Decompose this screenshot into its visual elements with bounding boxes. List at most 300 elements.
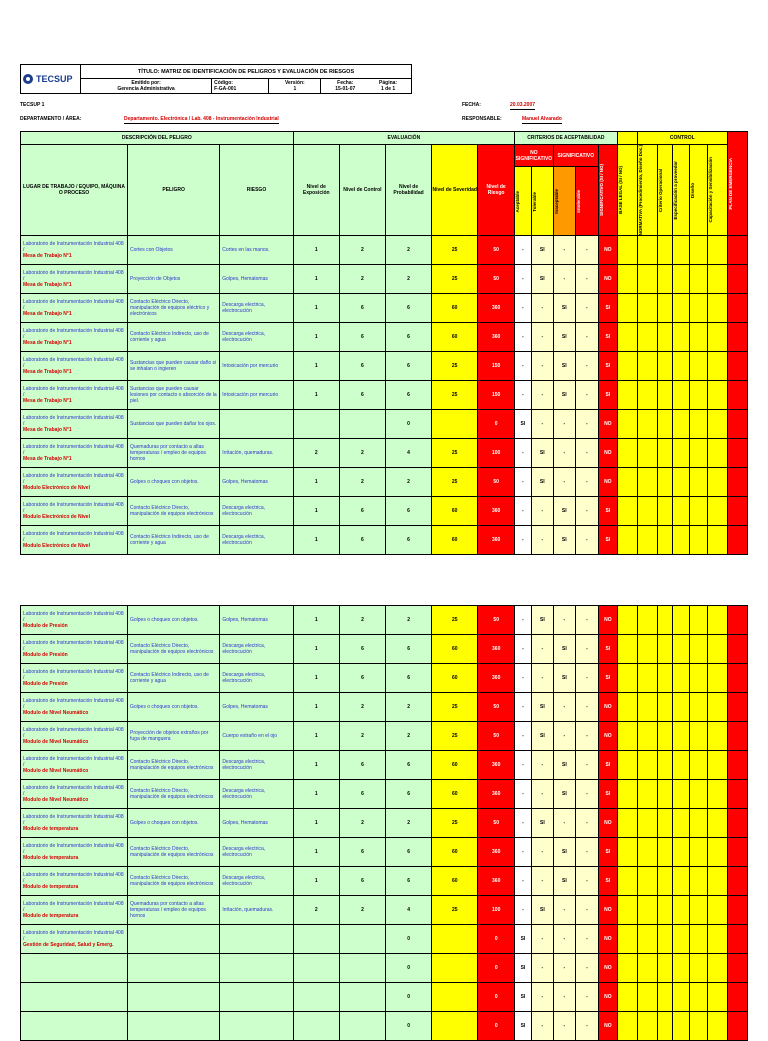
cell-lugar	[21, 722, 128, 751]
fecha-value: 15-01-07	[335, 86, 356, 92]
col-capacitacion: Capacitación y Sensibilización	[707, 145, 727, 236]
cell-tolerable: -	[531, 751, 553, 780]
cell-inaceptable: -	[553, 983, 575, 1012]
cell-especificacion	[673, 352, 690, 381]
cell-probabilidad: 4	[386, 896, 432, 925]
col-control-nivel: Nivel de Control	[339, 145, 385, 236]
cell-severidad: 25	[432, 439, 478, 468]
equipo-text: Mesa de Trabajo N°1	[23, 311, 72, 318]
cell-nivel-riesgo: 50	[478, 809, 515, 838]
cell-peligro: Contacto Eléctrico Indirecto, uso de corriente y agua	[128, 664, 220, 693]
table-row	[21, 323, 748, 352]
cell-aceptable: -	[515, 693, 532, 722]
cell-significativo: NO	[598, 896, 617, 925]
table-row	[21, 497, 748, 526]
fecha-cell	[321, 79, 412, 94]
cell-peligro: Quemaduras por contacto a altas temperaturas / empleo de equipos hornos	[127, 439, 219, 468]
cell-control: 2	[339, 693, 385, 722]
cell-criterio-operacional	[657, 1012, 673, 1041]
cell-peligro: Contacto Eléctrico Directo, manipulación de equipos electrónicos	[128, 751, 220, 780]
cell-tolerable: -	[531, 635, 553, 664]
cell-lugar	[21, 664, 128, 693]
cell-criterio-operacional	[657, 294, 673, 323]
document-header	[20, 64, 412, 94]
cell-exposicion: 1	[293, 381, 339, 410]
cell-base-legal	[617, 751, 637, 780]
lugar-text: Laboratorio de Instrumentación Industrial 408 /	[23, 698, 124, 710]
cell-base-legal	[617, 635, 637, 664]
cell-peligro: Contacto Eléctrico Directo, manipulación de equipos electrónicos	[128, 635, 220, 664]
cell-exposicion: 1	[293, 751, 339, 780]
cell-capacitacion	[708, 635, 728, 664]
equipo-text: Modulo de Presión	[23, 623, 68, 629]
table-row	[21, 294, 748, 323]
cell-criterio-operacional	[657, 722, 673, 751]
cell-tolerable: -	[531, 410, 553, 439]
cell-severidad: 60	[432, 323, 478, 352]
cell-nivel-riesgo: 150	[478, 352, 515, 381]
equipo-text: Modulo de temperatura	[23, 855, 79, 861]
cell-aceptable: -	[515, 751, 532, 780]
equipo-text: Modulo Electrónico de Nivel	[23, 514, 90, 521]
cell-exposicion: 1	[293, 838, 339, 867]
cell-nivel-riesgo: 50	[478, 606, 515, 635]
responsable-value: Manuel Alvarado	[522, 116, 562, 122]
cell-inaceptable: -	[553, 236, 575, 265]
cell-probabilidad: 6	[385, 294, 431, 323]
cell-probabilidad: 6	[385, 497, 431, 526]
col-significativo-group: SIGNIFICATIVO	[553, 145, 598, 167]
cell-capacitacion	[708, 664, 728, 693]
cell-control: 2	[339, 809, 385, 838]
cell-criterio-operacional	[657, 606, 673, 635]
cell-riesgo: Golpes, Hematomas	[220, 468, 293, 497]
cell-diseno	[690, 954, 708, 983]
cell-base-legal	[617, 439, 637, 468]
cell-base-legal	[617, 468, 637, 497]
cell-intolerable: -	[575, 468, 598, 497]
col-riesgo: RIESGO	[220, 145, 293, 236]
cell-plan-emergencia	[727, 780, 747, 809]
cell-control	[339, 925, 385, 954]
cell-peligro: Contacto Eléctrico Directo, manipulación de equipos electrónicos	[128, 867, 220, 896]
equipo-text: Mesa de Trabajo N°1	[23, 369, 72, 376]
cell-control: 2	[339, 468, 385, 497]
lugar-text: Laboratorio de Instrumentación Industrial 408 /	[23, 357, 124, 370]
cell-control: 6	[339, 664, 385, 693]
cell-tolerable: SI	[531, 896, 553, 925]
cell-control: 6	[339, 780, 385, 809]
cell-aceptable: -	[514, 294, 531, 323]
cell-severidad: 60	[432, 294, 478, 323]
cell-aceptable: -	[514, 236, 531, 265]
cell-nivel-riesgo: 360	[478, 635, 515, 664]
lugar-text: Laboratorio de Instrumentación Industrial 408 /	[23, 328, 124, 341]
cell-exposicion: 1	[293, 294, 339, 323]
cell-intolerable: -	[575, 236, 598, 265]
cell-normativa	[637, 983, 657, 1012]
cell-riesgo: Intoxicación por mercurio	[220, 352, 293, 381]
cell-intolerable: -	[575, 606, 598, 635]
risk-matrix-table	[20, 131, 748, 555]
equipo-text: Modulo de Nivel Neumático	[23, 797, 89, 803]
cell-criterio-operacional	[657, 838, 673, 867]
cell-intolerable: -	[575, 867, 598, 896]
cell-capacitacion	[707, 410, 727, 439]
cell-exposicion: 1	[293, 664, 339, 693]
cell-capacitacion	[708, 809, 728, 838]
cell-severidad	[432, 1012, 478, 1041]
fecha-label: Fecha:	[337, 80, 354, 86]
cell-base-legal	[617, 236, 637, 265]
cell-normativa	[637, 294, 657, 323]
cell-base-legal	[617, 352, 637, 381]
cell-diseno	[690, 497, 708, 526]
cell-nivel-riesgo: 360	[478, 323, 515, 352]
cell-normativa	[637, 526, 657, 555]
cell-lugar	[21, 381, 128, 410]
cell-inaceptable: -	[553, 693, 575, 722]
cell-capacitacion	[708, 751, 728, 780]
cell-control: 2	[339, 236, 385, 265]
equipo-text: Modulo de temperatura	[23, 884, 79, 890]
table-row	[21, 381, 748, 410]
cell-especificacion	[673, 236, 690, 265]
cell-severidad: 60	[432, 751, 478, 780]
cell-plan-emergencia	[727, 468, 747, 497]
cell-probabilidad: 0	[386, 925, 432, 954]
table-row	[21, 751, 748, 780]
cell-control: 6	[339, 497, 385, 526]
cell-plan-emergencia	[727, 896, 747, 925]
cell-intolerable: -	[575, 381, 598, 410]
cell-lugar	[21, 606, 128, 635]
cell-exposicion: 1	[293, 722, 339, 751]
cell-control: 2	[339, 896, 385, 925]
cell-capacitacion	[708, 867, 728, 896]
cell-control: 6	[339, 751, 385, 780]
cell-intolerable: -	[575, 323, 598, 352]
table-row	[21, 925, 748, 954]
table-row	[21, 1012, 748, 1041]
table-row	[21, 265, 748, 294]
cell-aceptable: SI	[515, 1012, 532, 1041]
cell-criterio-operacional	[657, 468, 673, 497]
cell-especificacion	[673, 722, 690, 751]
cell-significativo: NO	[598, 954, 617, 983]
cell-severidad: 25	[432, 352, 478, 381]
cell-diseno	[690, 722, 708, 751]
cell-tolerable: -	[531, 526, 553, 555]
cell-plan-emergencia	[727, 294, 747, 323]
cell-base-legal	[617, 954, 637, 983]
cell-significativo: NO	[598, 925, 617, 954]
cell-criterio-operacional	[657, 809, 673, 838]
table-row	[21, 983, 748, 1012]
lugar-text: Laboratorio de Instrumentación Industrial 408 /	[23, 473, 124, 486]
cell-especificacion	[673, 925, 690, 954]
cell-aceptable: SI	[514, 410, 531, 439]
cell-riesgo: Irritación, quemaduras.	[220, 896, 293, 925]
cell-nivel-riesgo: 0	[478, 954, 515, 983]
cell-inaceptable: -	[553, 468, 575, 497]
cell-lugar	[21, 294, 128, 323]
cell-intolerable: -	[575, 1012, 598, 1041]
cell-exposicion: 2	[293, 896, 339, 925]
cell-plan-emergencia	[727, 381, 747, 410]
cell-aceptable: SI	[515, 925, 532, 954]
pagina-label: Página:	[379, 80, 398, 86]
cell-base-legal	[617, 1012, 637, 1041]
cell-diseno	[690, 867, 708, 896]
cell-riesgo: Intoxicación por mercurio	[220, 381, 293, 410]
cell-peligro: Contacto Eléctrico Directo, manipulación de equipos electrónicos	[128, 838, 220, 867]
cell-peligro: Sustancias que pueden causar daño si se inhalan o ingieren	[127, 352, 219, 381]
cell-capacitacion	[708, 722, 728, 751]
cell-diseno	[690, 236, 708, 265]
cell-intolerable: -	[575, 925, 598, 954]
lugar-text: Laboratorio de Instrumentación Industrial 408 /	[23, 669, 124, 681]
cell-inaceptable: -	[553, 265, 575, 294]
document-title: TÍTULO: MATRIZ DE IDENTIFICACIÓN DE PELIGROS Y EVALUACIÓN DE RIESGOS	[81, 65, 412, 79]
cell-intolerable: -	[575, 722, 598, 751]
equipo-text: Modulo de temperatura	[23, 826, 79, 832]
cell-significativo: SI	[598, 838, 617, 867]
cell-probabilidad: 6	[385, 323, 431, 352]
cell-normativa	[637, 809, 657, 838]
cell-plan-emergencia	[727, 693, 747, 722]
cell-probabilidad: 4	[385, 439, 431, 468]
cell-severidad: 25	[432, 606, 478, 635]
cell-significativo: SI	[598, 294, 617, 323]
cell-severidad: 60	[432, 867, 478, 896]
cell-control	[339, 983, 385, 1012]
cell-riesgo	[220, 410, 293, 439]
cell-probabilidad: 6	[385, 526, 431, 555]
cell-capacitacion	[708, 896, 728, 925]
col-plan-emergencia: PLAN DE EMERGENCIA	[727, 132, 747, 236]
cell-exposicion	[293, 410, 339, 439]
col-peligro: PELIGRO	[127, 145, 219, 236]
cell-tolerable: -	[531, 954, 553, 983]
cell-capacitacion	[708, 1012, 728, 1041]
cell-tolerable: -	[531, 983, 553, 1012]
cell-lugar	[21, 526, 128, 555]
cell-diseno	[690, 693, 708, 722]
cell-severidad: 25	[432, 265, 478, 294]
cell-peligro: Golpes o choques con objetos.	[128, 809, 220, 838]
codigo-value: F-GA-001	[214, 86, 237, 92]
cell-peligro: Sustancias que pueden dañar los ojos.	[127, 410, 219, 439]
cell-base-legal	[617, 526, 637, 555]
cell-severidad: 60	[432, 635, 478, 664]
cell-nivel-riesgo: 50	[478, 236, 515, 265]
cell-severidad: 60	[432, 780, 478, 809]
cell-capacitacion	[707, 265, 727, 294]
cell-lugar	[21, 867, 128, 896]
cell-inaceptable: -	[553, 925, 575, 954]
pagina-value: 1 de 1	[380, 86, 396, 92]
cell-criterio-operacional	[657, 896, 673, 925]
cell-severidad: 25	[432, 381, 478, 410]
cell-lugar	[21, 497, 128, 526]
cell-criterio-operacional	[657, 439, 673, 468]
cell-base-legal	[617, 410, 637, 439]
cell-especificacion	[673, 265, 690, 294]
cell-plan-emergencia	[727, 410, 747, 439]
cell-plan-emergencia	[727, 751, 747, 780]
cell-exposicion: 1	[293, 635, 339, 664]
equipo-text: Modulo de Presión	[23, 681, 68, 687]
cell-base-legal	[617, 606, 637, 635]
cell-normativa	[637, 635, 657, 664]
cell-plan-emergencia	[727, 664, 747, 693]
cell-aceptable: -	[515, 896, 532, 925]
lugar-text: Laboratorio de Instrumentación Industrial 408 /	[23, 386, 124, 399]
cell-inaceptable: -	[553, 954, 575, 983]
cell-lugar	[21, 780, 128, 809]
cell-lugar	[21, 983, 128, 1012]
cell-tolerable: -	[531, 381, 553, 410]
col-exposicion: Nivel de Exposición	[293, 145, 339, 236]
cell-normativa	[637, 867, 657, 896]
cell-especificacion	[673, 439, 690, 468]
cell-riesgo: Descarga electrica, electrocución	[220, 635, 293, 664]
group-descripcion: DESCRIPCIÓN DEL PELIGRO	[21, 132, 294, 145]
cell-diseno	[690, 606, 708, 635]
cell-especificacion	[673, 468, 690, 497]
cell-probabilidad: 6	[386, 635, 432, 664]
equipo-text: Modulo de Nivel Neumático	[23, 768, 89, 774]
cell-plan-emergencia	[727, 352, 747, 381]
cell-exposicion: 1	[293, 323, 339, 352]
lugar-text: Laboratorio de Instrumentación Industrial 408 /	[23, 785, 124, 797]
cell-peligro	[128, 954, 220, 983]
cell-criterio-operacional	[657, 497, 673, 526]
cell-criterio-operacional	[657, 867, 673, 896]
col-especificacion: Especificación a proveedor	[673, 145, 690, 236]
table-row	[21, 954, 748, 983]
cell-significativo: NO	[598, 439, 617, 468]
col-normativa: NORMATIVA (Procedimiento, Diseño Doc.)	[637, 145, 657, 236]
cell-lugar	[21, 323, 128, 352]
cell-significativo: NO	[598, 1012, 617, 1041]
cell-riesgo: Descarga electrica, electrocución	[220, 867, 293, 896]
cell-inaceptable: SI	[553, 381, 575, 410]
equipo-text: Modulo de Presión	[23, 652, 68, 658]
cell-lugar	[21, 925, 128, 954]
cell-plan-emergencia	[727, 635, 747, 664]
cell-capacitacion	[708, 838, 728, 867]
cell-diseno	[690, 983, 708, 1012]
cell-base-legal	[617, 809, 637, 838]
cell-peligro: Proyección de Objetos	[127, 265, 219, 294]
cell-criterio-operacional	[657, 381, 673, 410]
cell-riesgo: Golpes, Hematomas	[220, 809, 293, 838]
cell-riesgo: Descarga electrica, electrocución	[220, 526, 293, 555]
cell-plan-emergencia	[727, 606, 747, 635]
lugar-text: Laboratorio de Instrumentación Industrial 408 /	[23, 415, 124, 428]
cell-riesgo: Descarga electrica, electrocución	[220, 323, 293, 352]
cell-riesgo	[220, 925, 293, 954]
cell-nivel-riesgo: 100	[478, 439, 515, 468]
cell-severidad: 60	[432, 497, 478, 526]
cell-diseno	[690, 925, 708, 954]
cell-severidad: 25	[432, 896, 478, 925]
cell-criterio-operacional	[657, 410, 673, 439]
cell-control: 2	[339, 439, 385, 468]
cell-significativo: SI	[598, 497, 617, 526]
cell-especificacion	[673, 294, 690, 323]
cell-probabilidad: 6	[386, 867, 432, 896]
cell-base-legal	[617, 983, 637, 1012]
col-aceptable: Aceptable	[514, 167, 531, 236]
cell-peligro: Contacto Eléctrico Indirecto, uso de corriente y agua	[127, 323, 219, 352]
cell-probabilidad: 6	[386, 780, 432, 809]
cell-lugar	[21, 809, 128, 838]
cell-aceptable: -	[515, 867, 532, 896]
cell-probabilidad: 2	[385, 265, 431, 294]
cell-probabilidad: 6	[386, 664, 432, 693]
cell-diseno	[690, 381, 708, 410]
cell-aceptable: -	[514, 526, 531, 555]
cell-tolerable: SI	[531, 468, 553, 497]
cell-normativa	[637, 838, 657, 867]
cell-severidad: 25	[432, 693, 478, 722]
col-severidad: Nivel de Severidad	[432, 145, 478, 236]
cell-probabilidad: 0	[386, 1012, 432, 1041]
cell-capacitacion	[707, 526, 727, 555]
cell-plan-emergencia	[727, 439, 747, 468]
cell-aceptable: SI	[515, 954, 532, 983]
cell-diseno	[690, 780, 708, 809]
equipo-text: Mesa de Trabajo N°1	[23, 456, 72, 463]
cell-significativo: SI	[598, 352, 617, 381]
cell-especificacion	[673, 838, 690, 867]
cell-capacitacion	[707, 323, 727, 352]
cell-peligro: Golpes o choques con objetos.	[128, 606, 220, 635]
cell-control: 2	[339, 265, 385, 294]
cell-especificacion	[673, 664, 690, 693]
organization: TECSUP 1	[20, 102, 45, 108]
cell-significativo: SI	[598, 635, 617, 664]
equipo-text: Modulo de Nivel Neumático	[23, 739, 89, 745]
cell-intolerable: -	[575, 439, 598, 468]
cell-normativa	[637, 381, 657, 410]
cell-significativo: NO	[598, 606, 617, 635]
cell-criterio-operacional	[657, 983, 673, 1012]
codigo-label: Código:	[214, 80, 233, 86]
cell-probabilidad: 0	[385, 410, 431, 439]
cell-significativo: NO	[598, 722, 617, 751]
cell-peligro: Contacto Eléctrico Indirecto, uso de corriente y agua	[127, 526, 219, 555]
equipo-text: Mesa de Trabajo N°1	[23, 398, 72, 405]
cell-riesgo: Golpes, Hematomas	[220, 265, 293, 294]
cell-control: 6	[339, 294, 385, 323]
cell-riesgo: Cortes en las manos.	[220, 236, 293, 265]
cell-aceptable: -	[515, 780, 532, 809]
lugar-text: Laboratorio de Instrumentación Industrial 408 /	[23, 727, 124, 739]
cell-intolerable: -	[575, 497, 598, 526]
cell-aceptable: -	[515, 838, 532, 867]
cell-intolerable: -	[575, 526, 598, 555]
cell-diseno	[690, 635, 708, 664]
cell-intolerable: -	[575, 693, 598, 722]
table-row	[21, 693, 748, 722]
cell-lugar	[21, 896, 128, 925]
lugar-text: Laboratorio de Instrumentación Industrial 408 /	[23, 444, 124, 457]
cell-intolerable: -	[575, 954, 598, 983]
